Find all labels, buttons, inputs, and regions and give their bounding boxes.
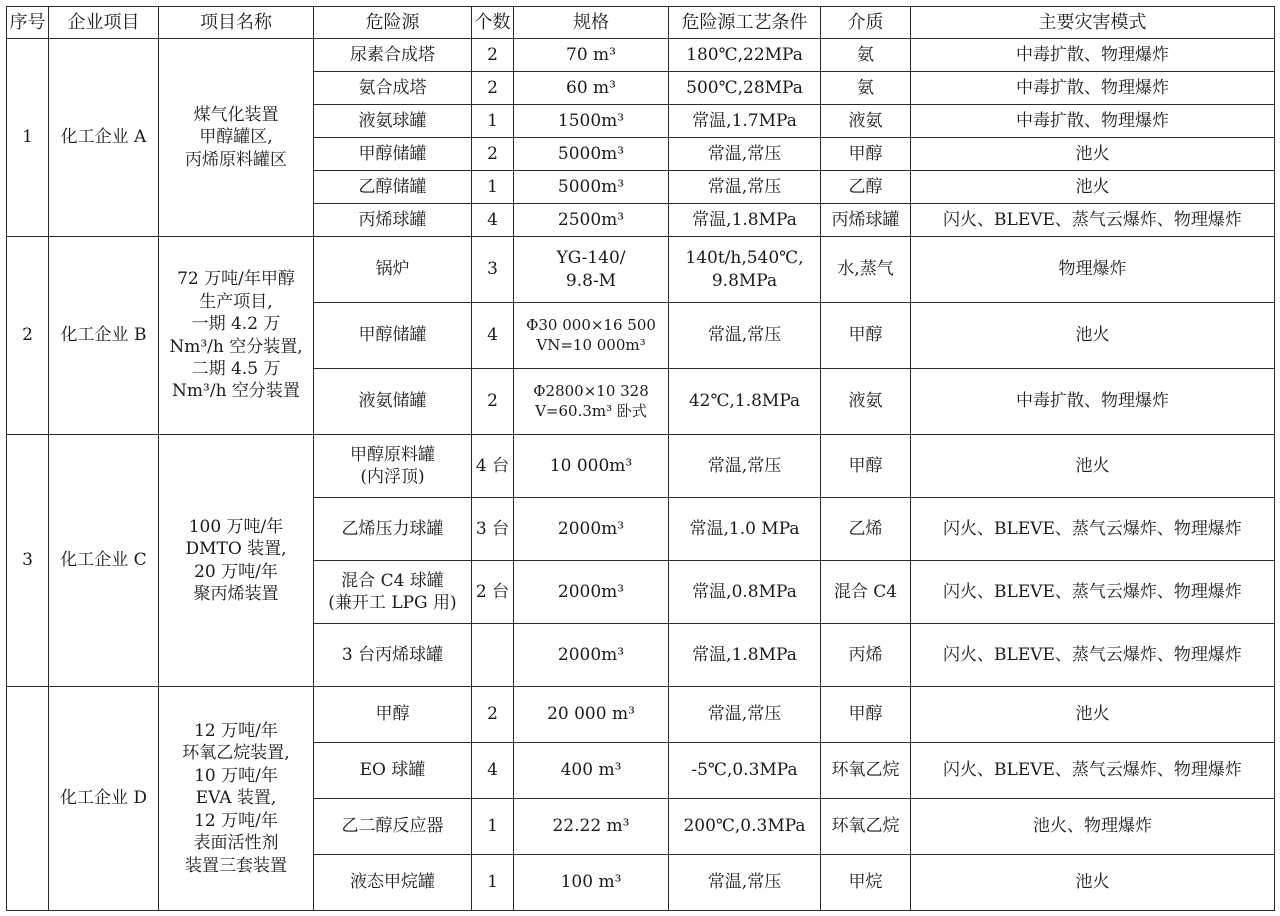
disaster-mode: 闪火、BLEVE、蒸气云爆炸、物理爆炸 xyxy=(911,204,1275,237)
hazard-source xyxy=(314,105,472,138)
cell-line: 2000m³ xyxy=(557,518,625,539)
hazard-source xyxy=(314,799,472,855)
cell-line: 400 m³ xyxy=(560,760,622,781)
cell-line: 尿素合成塔 xyxy=(350,44,435,65)
process-conditions xyxy=(669,72,821,105)
disaster-mode: 物理爆炸 xyxy=(911,237,1275,303)
project-name xyxy=(159,237,314,435)
cell-line: 生产项目, xyxy=(199,291,273,312)
enterprise-name: 化工企业 C xyxy=(49,435,159,687)
hazard-count xyxy=(472,624,514,687)
disaster-mode: 闪火、BLEVE、蒸气云爆炸、物理爆炸 xyxy=(911,624,1275,687)
hazard-spec xyxy=(514,171,669,204)
cell-line: 42℃,1.8MPa xyxy=(688,391,801,412)
hazard-count: 4 xyxy=(472,303,514,369)
hazard-source xyxy=(314,204,472,237)
cell-line: 常温,0.8MPa xyxy=(692,581,797,602)
enterprise-name: 化工企业 B xyxy=(49,237,159,435)
cell-line: 72 万吨/年甲醇 xyxy=(177,269,295,290)
disaster-mode: 中毒扩散、物理爆炸 xyxy=(911,369,1275,435)
hazard-count: 2 xyxy=(472,687,514,743)
table-row xyxy=(7,237,1275,303)
project-name xyxy=(159,39,314,237)
cell-line: 12 万吨/年 xyxy=(194,810,278,831)
cell-line: 2000m³ xyxy=(557,581,625,602)
cell-line: 1500m³ xyxy=(557,110,625,131)
hazard-medium: 氨 xyxy=(821,72,911,105)
hazard-spec xyxy=(514,39,669,72)
cell-line: 10 万吨/年 xyxy=(194,765,278,786)
cell-line: EVA 装置, xyxy=(195,788,277,809)
hazard-source xyxy=(314,687,472,743)
disaster-mode: 池火 xyxy=(911,303,1275,369)
hazard-count: 2 xyxy=(472,39,514,72)
header-count: 个数 xyxy=(472,7,514,39)
hazard-spec xyxy=(514,369,669,435)
hazard-source xyxy=(314,303,472,369)
cell-line: 乙烯压力球罐 xyxy=(341,518,444,539)
hazard-medium: 液氨 xyxy=(821,105,911,138)
header-project: 项目名称 xyxy=(159,7,314,39)
cell-line: 9.8MPa xyxy=(711,270,778,291)
cell-line: 200℃,0.3MPa xyxy=(683,816,806,837)
project-name xyxy=(159,435,314,687)
cell-line: EO 球罐 xyxy=(359,760,426,781)
table-row xyxy=(7,435,1275,498)
table-row xyxy=(7,687,1275,743)
cell-line: 甲醇罐区, xyxy=(199,127,273,148)
hazard-medium: 甲醇 xyxy=(821,138,911,171)
hazard-source xyxy=(314,72,472,105)
disaster-mode: 闪火、BLEVE、蒸气云爆炸、物理爆炸 xyxy=(911,743,1275,799)
process-conditions xyxy=(669,204,821,237)
process-conditions xyxy=(669,687,821,743)
hazard-medium: 丙烯球罐 xyxy=(821,204,911,237)
table-body xyxy=(7,39,1275,911)
process-conditions xyxy=(669,624,821,687)
process-conditions xyxy=(669,138,821,171)
process-conditions xyxy=(669,799,821,855)
cell-line: 常温,常压 xyxy=(707,176,782,197)
hazard-source xyxy=(314,237,472,303)
hazard-medium: 氨 xyxy=(821,39,911,72)
cell-line: 甲醇 xyxy=(375,704,410,725)
hazard-medium: 乙烯 xyxy=(821,498,911,561)
hazard-spec xyxy=(514,105,669,138)
hazard-medium: 混合 C4 xyxy=(821,561,911,624)
enterprise-name: 化工企业 D xyxy=(49,687,159,911)
hazard-source xyxy=(314,369,472,435)
cell-line: 60 m³ xyxy=(566,77,616,98)
process-conditions xyxy=(669,171,821,204)
header-row xyxy=(7,7,1275,39)
process-conditions xyxy=(669,743,821,799)
cell-line: 20 000 m³ xyxy=(547,704,635,725)
cell-line: 70 m³ xyxy=(566,44,616,65)
hazard-medium: 甲醇 xyxy=(821,687,911,743)
header-hazard-source: 危险源 xyxy=(314,7,472,39)
disaster-mode: 中毒扩散、物理爆炸 xyxy=(911,105,1275,138)
cell-line: 乙醇储罐 xyxy=(358,176,427,197)
cell-line: 常温,常压 xyxy=(707,455,782,476)
hazard-spec xyxy=(514,303,669,369)
cell-line: V=60.3m³ 卧式 xyxy=(535,401,647,420)
hazard-count: 2 xyxy=(472,72,514,105)
header-no: 序号 xyxy=(7,7,49,39)
cell-line: 氨合成塔 xyxy=(358,77,427,98)
hazard-spec xyxy=(514,743,669,799)
hazard-spec xyxy=(514,435,669,498)
cell-line: 液氨储罐 xyxy=(358,391,427,412)
cell-line: 2000m³ xyxy=(557,644,625,665)
cell-line: VN=10 000m³ xyxy=(536,335,646,354)
process-conditions xyxy=(669,303,821,369)
cell-line: 500℃,28MPa xyxy=(686,77,803,98)
cell-line: (内浮顶) xyxy=(360,467,425,487)
cell-line: 140t/h,540℃, xyxy=(685,248,804,269)
cell-line: 聚丙烯装置 xyxy=(193,583,279,604)
hazard-spec xyxy=(514,561,669,624)
disaster-mode: 中毒扩散、物理爆炸 xyxy=(911,39,1275,72)
process-conditions xyxy=(669,237,821,303)
hazard-source xyxy=(314,39,472,72)
hazard-count: 1 xyxy=(472,855,514,911)
cell-line: -5℃,0.3MPa xyxy=(691,760,798,781)
cell-line: Nm³/h 空分装置 xyxy=(172,381,300,402)
hazard-count: 3 台 xyxy=(472,498,514,561)
cell-line: 锅炉 xyxy=(375,259,410,280)
cell-line: 丙烯球罐 xyxy=(358,209,427,230)
cell-line: 环氧乙烷装置, xyxy=(182,743,290,764)
hazard-source xyxy=(314,743,472,799)
process-conditions xyxy=(669,561,821,624)
hazard-source xyxy=(314,498,472,561)
hazard-medium: 环氧乙烷 xyxy=(821,743,911,799)
cell-line: Nm³/h 空分装置, xyxy=(169,336,303,357)
cell-line: 3 台丙烯球罐 xyxy=(341,644,444,665)
disaster-mode: 池火 xyxy=(911,855,1275,911)
cell-line: (兼开工 LPG 用) xyxy=(328,593,457,613)
cell-line: Φ30 000×16 500 xyxy=(526,315,656,334)
cell-line: 煤气化装置 xyxy=(193,104,279,125)
hazard-medium: 环氧乙烷 xyxy=(821,799,911,855)
cell-line: 12 万吨/年 xyxy=(194,720,278,741)
cell-line: YG-140/ xyxy=(556,248,626,269)
hazard-source xyxy=(314,138,472,171)
hazard-spec xyxy=(514,799,669,855)
cell-line: 表面活性剂 xyxy=(193,833,279,854)
header-disaster-mode: 主要灾害模式 xyxy=(911,7,1275,39)
cell-line: 20 万吨/年 xyxy=(194,561,278,582)
hazard-spec xyxy=(514,138,669,171)
hazard-spec xyxy=(514,237,669,303)
hazard-count: 1 xyxy=(472,171,514,204)
hazard-spec xyxy=(514,855,669,911)
cell-line: 常温,1.7MPa xyxy=(692,110,797,131)
hazard-medium: 甲醇 xyxy=(821,303,911,369)
header-conditions: 危险源工艺条件 xyxy=(669,7,821,39)
hazard-count: 2 xyxy=(472,369,514,435)
table-row xyxy=(7,39,1275,72)
disaster-mode: 中毒扩散、物理爆炸 xyxy=(911,72,1275,105)
enterprise-name: 化工企业 A xyxy=(49,39,159,237)
group-number: 1 xyxy=(7,39,49,237)
cell-line: 甲醇储罐 xyxy=(358,325,427,346)
group-number: 3 xyxy=(7,435,49,687)
group-number: 2 xyxy=(7,237,49,435)
hazard-spec xyxy=(514,498,669,561)
cell-line: 2500m³ xyxy=(557,209,625,230)
cell-line: 混合 C4 球罐 xyxy=(341,570,444,591)
cell-line: 常温,常压 xyxy=(707,704,782,725)
cell-line: 5000m³ xyxy=(557,143,625,164)
hazard-spec xyxy=(514,72,669,105)
hazard-medium: 水,蒸气 xyxy=(821,237,911,303)
hazard-medium: 乙醇 xyxy=(821,171,911,204)
cell-line: 9.8-M xyxy=(565,270,617,291)
hazard-source xyxy=(314,855,472,911)
disaster-mode: 池火 xyxy=(911,435,1275,498)
cell-line: 常温,1.8MPa xyxy=(692,209,797,230)
header-enterprise: 企业项目 xyxy=(49,7,159,39)
hazard-medium: 液氨 xyxy=(821,369,911,435)
hazard-count: 3 xyxy=(472,237,514,303)
disaster-mode: 闪火、BLEVE、蒸气云爆炸、物理爆炸 xyxy=(911,561,1275,624)
cell-line: 100 万吨/年 xyxy=(188,516,284,537)
process-conditions xyxy=(669,498,821,561)
hazard-source xyxy=(314,624,472,687)
hazard-count: 2 xyxy=(472,138,514,171)
process-conditions xyxy=(669,39,821,72)
hazard-table-container xyxy=(6,6,1275,911)
cell-line: 甲醇原料罐 xyxy=(350,444,435,465)
process-conditions xyxy=(669,369,821,435)
hazard-count: 1 xyxy=(472,105,514,138)
hazard-source xyxy=(314,435,472,498)
hazard-medium: 甲醇 xyxy=(821,435,911,498)
hazard-count: 4 xyxy=(472,743,514,799)
hazard-count: 4 xyxy=(472,204,514,237)
cell-line: 二期 4.5 万 xyxy=(191,358,281,379)
cell-line: 常温,1.0 MPa xyxy=(689,518,800,539)
cell-line: 液态甲烷罐 xyxy=(350,872,435,893)
hazard-spec xyxy=(514,204,669,237)
disaster-mode: 池火 xyxy=(911,171,1275,204)
cell-line: 常温,常压 xyxy=(707,872,782,893)
cell-line: 液氨球罐 xyxy=(358,110,427,131)
hazard-source xyxy=(314,171,472,204)
cell-line: 180℃,22MPa xyxy=(686,44,803,65)
process-conditions xyxy=(669,435,821,498)
cell-line: 100 m³ xyxy=(560,872,622,893)
hazard-medium: 甲烷 xyxy=(821,855,911,911)
process-conditions xyxy=(669,855,821,911)
hazard-spec xyxy=(514,687,669,743)
cell-line: 10 000m³ xyxy=(549,455,633,476)
process-conditions xyxy=(669,105,821,138)
cell-line: Φ2800×10 328 xyxy=(533,381,649,400)
header-medium: 介质 xyxy=(821,7,911,39)
cell-line: 装置三套装置 xyxy=(185,855,287,876)
header-spec: 规格 xyxy=(514,7,669,39)
cell-line: DMTO 装置, xyxy=(185,539,287,560)
cell-line: 5000m³ xyxy=(557,176,625,197)
cell-line: 常温,常压 xyxy=(707,143,782,164)
disaster-mode: 闪火、BLEVE、蒸气云爆炸、物理爆炸 xyxy=(911,498,1275,561)
cell-line: 乙二醇反应器 xyxy=(341,816,444,837)
project-name xyxy=(159,687,314,911)
hazard-count: 1 xyxy=(472,799,514,855)
hazard-medium: 丙烯 xyxy=(821,624,911,687)
group-number xyxy=(7,687,49,911)
disaster-mode: 池火 xyxy=(911,138,1275,171)
hazard-count: 2 台 xyxy=(472,561,514,624)
cell-line: 常温,常压 xyxy=(707,325,782,346)
cell-line: 常温,1.8MPa xyxy=(692,644,797,665)
hazard-source-table xyxy=(6,6,1275,911)
hazard-count: 4 台 xyxy=(472,435,514,498)
cell-line: 一期 4.2 万 xyxy=(191,314,281,335)
disaster-mode: 池火、物理爆炸 xyxy=(911,799,1275,855)
hazard-spec xyxy=(514,624,669,687)
disaster-mode: 池火 xyxy=(911,687,1275,743)
cell-line: 甲醇储罐 xyxy=(358,143,427,164)
hazard-source xyxy=(314,561,472,624)
cell-line: 丙烯原料罐区 xyxy=(185,149,287,170)
cell-line: 22.22 m³ xyxy=(552,816,630,837)
